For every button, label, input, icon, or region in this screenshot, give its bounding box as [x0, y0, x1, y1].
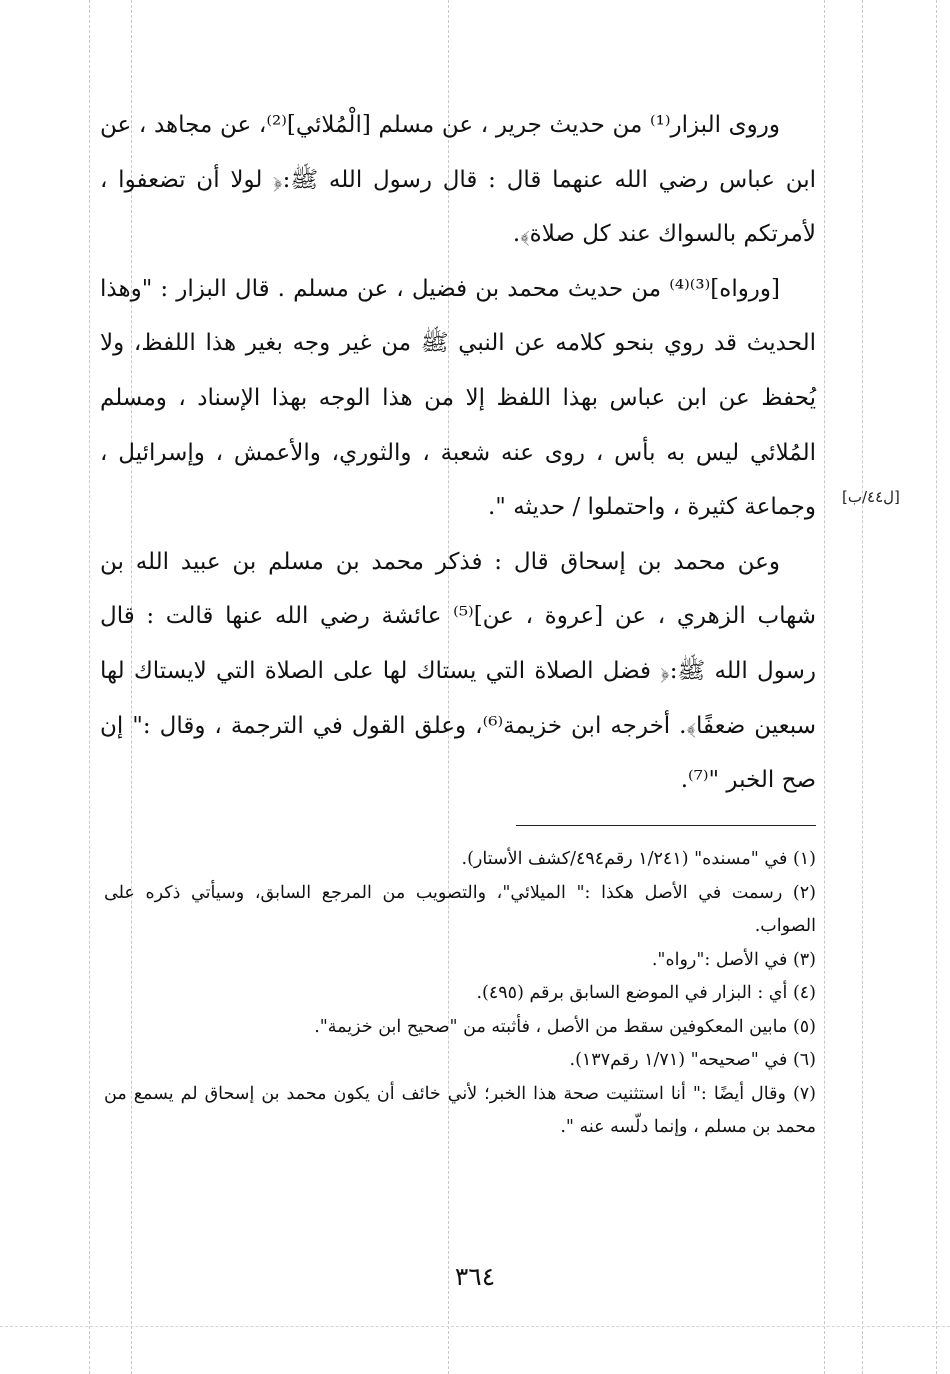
footnote-text: أي : البزار في الموضع السابق برقم (٤٩٥).: [476, 983, 788, 1003]
footnote-text: في "مسنده" (١/٢٤١ رقم٤٩٤/كشف الأستار).: [461, 849, 788, 869]
footnote-6: [104, 1044, 816, 1078]
footnote-number: (٥): [792, 1016, 816, 1037]
footnote-text: مابين المعكوفين سقط من الأصل ، فأثبته من "صحيح ابن خزيمة".: [314, 1016, 788, 1037]
footnote-text: وقال أيضًا :" أنا استثنيت صحة هذا الخبر؛ لأني خائف أن يكون محمد بن إسحاق لم يسمع من محمد بن مسلم ، وإنما دلّسه عنه ".: [104, 1083, 816, 1137]
page-number: ٣٦٤: [454, 1262, 496, 1291]
footnote-number: (١): [792, 849, 816, 869]
crop-guide: [89, 0, 90, 1374]
paragraph-2: [ورواه]⁽³⁾⁽⁴⁾ من حديث محمد بن فضيل ، عن مسلم . قال البزار : "وهذا الحديث قد روي بنحو كلامه عن النبي ﷺ من غير وجه بغير هذا اللفظ، ولا يُحفظ عن ابن عباس بهذا اللفظ إلا من هذا الوجه بهذا الإسناد ، ومسلم المُلائي ليس به بأس ، روى عنه شعبة ، والثوري، والأعمش ، وإسرائيل ، وجماعة كثيرة ، واحتملوا / حديثه ".: [100, 275, 816, 521]
manuscript-folio-marker: [ل٤٤/ب]: [842, 488, 900, 506]
footnote-number: (٤): [792, 983, 816, 1003]
footnote-1: [104, 843, 816, 877]
footnote-number: (٣): [792, 949, 816, 970]
crop-guide: [862, 0, 863, 1374]
footnote-text: رسمت في الأصل هكذا :" الميلائي"، والتصويب من المرجع السابق، وسيأتي ذكره على الصواب.: [104, 882, 816, 936]
crop-guide: [936, 0, 937, 1374]
footnote-number: (٢): [792, 882, 816, 903]
footnote-5: [104, 1011, 816, 1045]
paragraph-1: وروى البزار⁽¹⁾ من حديث جرير ، عن مسلم [الْمُلائي]⁽²⁾، عن مجاهد ، عن ابن عباس رضي الله عنهما قال : قال رسول الله ﷺ:﴿ لولا أن تضعفوا ، لأمرتكم بالسواك عند كل صلاة﴾.: [100, 112, 816, 248]
footnote-number: (٦): [792, 1050, 816, 1070]
crop-guide: [824, 0, 825, 1374]
footnote-text: في الأصل :"رواه".: [651, 949, 788, 970]
footnote-text: في "صحيحه" (١/٧١ رقم١٣٧).: [569, 1050, 788, 1070]
footnote-2: [104, 877, 816, 944]
footnote-number: (٧): [792, 1083, 816, 1104]
footnote-3: [104, 944, 816, 978]
footnote-4: [104, 977, 816, 1011]
footnote-separator: [516, 825, 816, 826]
main-text: [100, 98, 816, 808]
footnote-7: [104, 1078, 816, 1145]
paragraph-3: وعن محمد بن إسحاق قال : فذكر محمد بن مسلم بن عبيد الله بن شهاب الزهري ، عن [عروة ، عن]⁽⁵⁾ عائشة رضي الله عنها قالت : قال رسول الله ﷺ:﴿ فضل الصلاة التي يستاك لها على الصلاة التي لايستاك لها سبعين ضعفًا﴾. أخرجه ابن خزيمة⁽⁶⁾، وعلق القول في الترجمة ، وقال :" إن صح الخبر "⁽⁷⁾.: [100, 548, 816, 794]
footnotes: [104, 843, 816, 1145]
crop-guide: [0, 1326, 950, 1327]
